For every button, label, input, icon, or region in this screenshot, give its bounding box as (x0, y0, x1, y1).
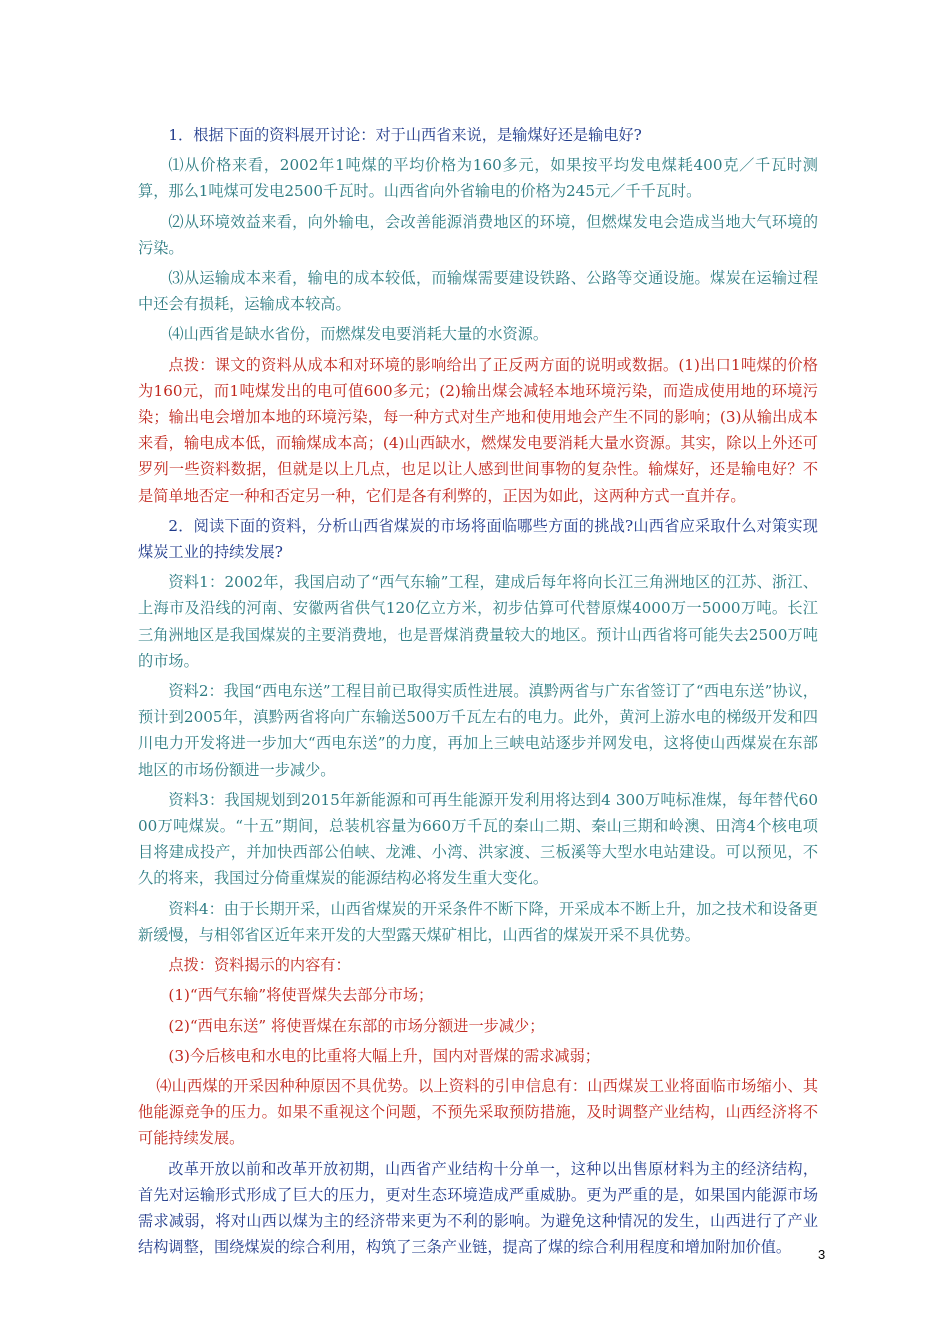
page-number: 3 (818, 1247, 826, 1262)
document-body (138, 122, 818, 1264)
closing-paragraph: 改革开放以前和改革开放初期，山西省产业结构十分单一，这种以出售原材料为主的经济结构，首先对运输形式形成了巨大的压力，更对生态环境造成严重威胁。更为严重的是，如果国内能源市场需求减弱，将对山西以煤为主的经济带来更为不利的影响。为避免这种情况的发生，山西进行了产业结构调整，围绕煤炭的综合利用，构筑了三条产业链，提高了煤的综合利用程度和增加附加价值。 (138, 1159, 818, 1257)
q2-tip-title: 点拨：资料揭示的内容有： (168, 956, 351, 975)
q2-material-4: 资料4：由于长期开采，山西省煤炭的开采条件不断下降，开采成本不断上升，加之技术和设备更新缓慢，与相邻省区近年来开发的大型露天煤矿相比，山西省的煤炭开采不具优势。 (138, 899, 818, 944)
q2-material-2: 资料2：我国“西电东送”工程目前已取得实质性进展。滇黔两省与广东省签订了“西电东送”协议，预计到2005年，滇黔两省将向广东输送500万千瓦左右的电力。此外，黄河上游水电的梯级开发和四川电力开发将进一步加大“西电东送”的力度，再加上三峡电站逐步并网发电，这将使山西煤炭在东部地区的市场份额进一步减少。 (138, 682, 818, 779)
q1-tip: 点拨：课文的资料从成本和对环境的影响给出了正反两方面的说明或数据。(1)出口1吨煤的价格为160元，而1吨煤发出的电可值600多元；(2)输出煤会减轻本地环境污染，而造成使用地的环境污染；输出电会增加本地的环境污染，每一种方式对生产地和使用地会产生不同的影响；(3)从输出成本来看，输电成本低，而输煤成本高；(4)山西缺水，燃煤发电要消耗大量水资源。其实，除以上外还可罗列一些资料数据，但就是以上几点，也足以让人感到世间事物的复杂性。输煤好，还是输电好？不是简单地否定一种和否定另一种，它们是各有利弊的，正因为如此，这两种方式一直并存。 (138, 355, 818, 505)
question-1-title: 1．根据下面的资料展开讨论：对于山西省来说，是输煤好还是输电好? (168, 126, 642, 144)
q2-tip-item-1: (1)“西气东输”将使晋煤失去部分市场； (168, 986, 434, 1005)
q1-point-3: ⑶从运输成本来看，输电的成本较低，而输煤需要建设铁路、公路等交通设施。煤炭在运输过程中还会有损耗，运输成本较高。 (138, 269, 818, 314)
q1-point-2: ⑵从环境效益来看，向外输电，会改善能源消费地区的环境，但燃煤发电会造成当地大气环境的污染。 (138, 212, 818, 257)
q2-tip-item-4: ⑷山西煤的开采因种种原因不具优势。以上资料的引申信息有：山西煤炭工业将面临市场缩小、其他能源竞争的压力。如果不重视这个问题，不预先采取预防措施，及时调整产业结构，山西经济将不可能持续发展。 (138, 1076, 818, 1148)
question-2-title: 2．阅读下面的资料，分析山西省煤炭的市场将面临哪些方面的挑战?山西省应采取什么对策实现煤炭工业的持续发展? (138, 516, 818, 562)
q2-tip-item-3: (3)今后核电和水电的比重将大幅上升，国内对晋煤的需求减弱； (168, 1046, 600, 1065)
q1-point-1: ⑴从价格来看，2002年1吨煤的平均价格为160多元，如果按平均发电煤耗400克／千瓦时测算，那么1吨煤可发电2500千瓦时。山西省向外省输电的价格为245元／千千瓦时。 (138, 156, 818, 201)
q1-point-4: ⑷山西省是缺水省份，而燃煤发电要消耗大量的水资源。 (168, 325, 549, 344)
q2-material-3: 资料3：我国规划到2015年新能源和可再生能源开发利用将达到4 300万吨标准煤，每年替代6000万吨煤炭。“十五”期间，总装机容量为660万千瓦的秦山二期、秦山三期和岭澳、田湾4个核电项目将建成投产，并加快西部公伯峡、龙滩、小湾、洪家渡、三板溪等大型水电站建设。可以预见，不久的将来，我国过分倚重煤炭的能源结构必将发生重大变化。 (138, 790, 818, 888)
q2-tip-item-2: (2)“西电东送” 将使晋煤在东部的市场分额进一步减少； (168, 1016, 545, 1035)
q2-material-1: 资料1：2002年，我国启动了“西气东输”工程，建成后每年将向长江三角洲地区的江苏、浙江、上海市及沿线的河南、安徽两省供气120亿立方米，初步估算可代替原煤4000万一5000万吨。长江三角洲地区是我国煤炭的主要消费地，也是晋煤消费量较大的地区。预计山西省将可能失去2500万吨的市场。 (138, 573, 818, 670)
